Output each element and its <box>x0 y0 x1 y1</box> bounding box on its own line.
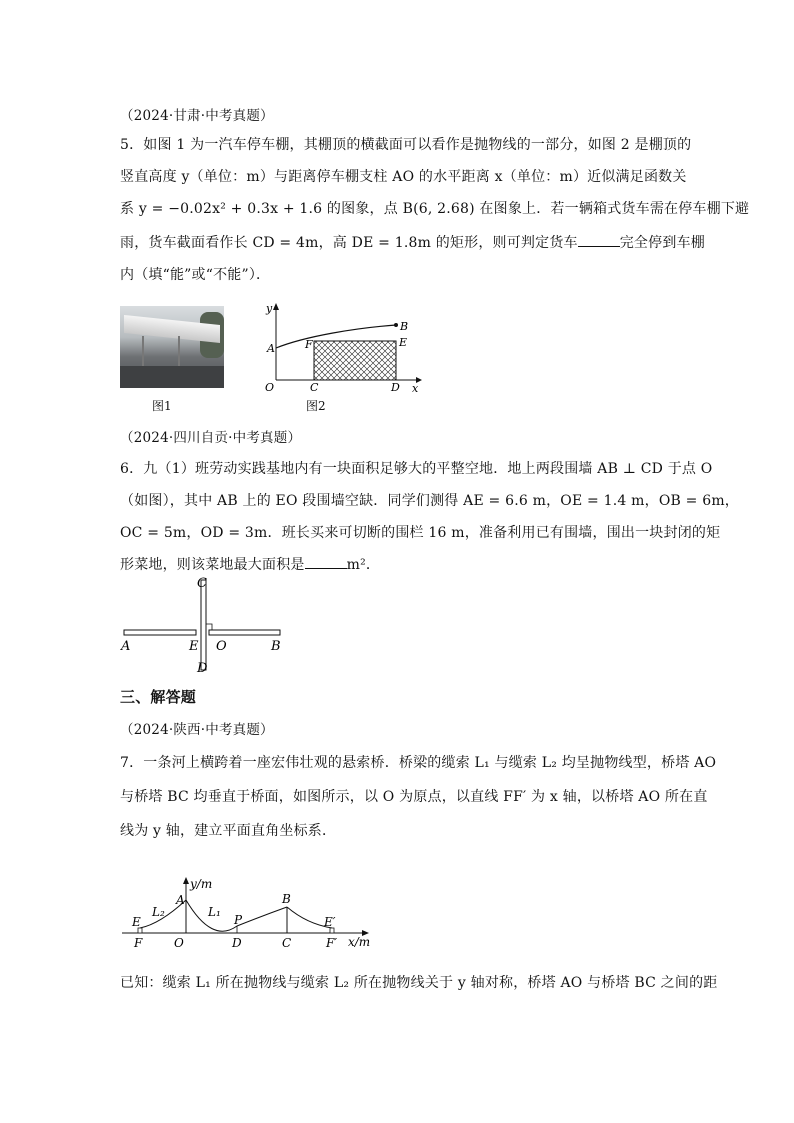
fig2-y-arrow <box>273 303 279 310</box>
photo-ground <box>120 366 224 388</box>
fig2-label-a: A <box>267 342 275 355</box>
q6-answer-blank[interactable] <box>305 555 347 569</box>
q7-label-l1: L₁ <box>208 905 221 919</box>
q6-label-e: E <box>189 639 199 654</box>
q6-text-line1: 6．九（1）班劳动实践基地内有一块面积足够大的平整空地．地上两段围墙 AB ⊥ CD 于点 O <box>120 461 713 477</box>
q7-label-a: A <box>176 893 185 907</box>
q7-label-p: P <box>234 913 243 927</box>
q5-source: （2024·甘肃·中考真题） <box>120 108 274 124</box>
q6-label-d: D <box>197 661 208 676</box>
fig2-caption: 图2 <box>306 399 326 413</box>
fig2-graph <box>256 300 426 392</box>
q6-text-line3: OC = 5m，OD = 3m．班长买来可切断的围栏 16 m，准备利用已有围墙，围出一块封闭的矩 <box>120 525 721 541</box>
wall-ae <box>124 630 196 635</box>
fig2-truck-rect <box>314 341 396 380</box>
q6-text-line2: （如图），其中 AB 上的 EO 段围墙空缺．同学们测得 AE = 6.6 m，OE = 1.4 m，OB = 6m， <box>120 493 739 509</box>
q7-label-l2: L₂ <box>152 905 165 919</box>
q6-label-b: B <box>271 639 281 654</box>
q6-source: （2024·四川自贡·中考真题） <box>120 430 302 446</box>
q6-label-o: O <box>216 639 227 654</box>
fig2-label-f: F <box>305 338 313 351</box>
q7-label-e-prime: E′ <box>324 915 336 929</box>
q7-label-y: y/m <box>190 877 213 891</box>
fig2-label-y: y <box>266 302 273 315</box>
q6-label-c: C <box>197 576 207 591</box>
q7-label-f: F <box>134 936 143 950</box>
q7-source: （2024·陕西·中考真题） <box>120 722 274 738</box>
fig2-label-e: E <box>399 336 408 349</box>
q7-label-d: D <box>232 936 242 950</box>
q7-text-line4: 已知：缆索 L₁ 所在抛物线与缆索 L₂ 所在抛物线关于 y 轴对称，桥塔 AO 与桥塔 BC 之间的距 <box>120 975 718 991</box>
fig2-label-d: D <box>391 381 400 392</box>
fig2-label-b: B <box>400 320 409 333</box>
fig1-caption: 图1 <box>152 399 172 413</box>
q5-answer-blank[interactable] <box>578 233 620 247</box>
q7-label-f-prime: F′ <box>326 936 338 950</box>
q7-label-b: B <box>282 892 291 906</box>
q7-y-arrow <box>183 877 189 884</box>
q6-wall-diagram <box>116 574 288 676</box>
q7-text-line2: 与桥塔 BC 均垂直于桥面，如图所示，以 O 为原点，以直线 FF′ 为 x 轴，以桥塔 AO 所在直 <box>120 789 708 805</box>
q6-text-line4-end: m²． <box>346 557 381 573</box>
q5-text-line4-start: 雨，货车截面看作长 CD = 4m，高 DE = 1.8m 的矩形，则可判定货车 <box>120 235 578 251</box>
q5-text-line4-end: 完全停到车棚 <box>619 235 705 251</box>
fig2-label-c: C <box>310 381 319 392</box>
q5-text-line2: 竖直高度 y（单位：m）与距离停车棚支柱 AO 的水平距离 x（单位：m）近似满足函数关 <box>120 169 687 185</box>
q5-text-line3: 系 y = −0.02x² + 0.3x + 1.6 的图象，点 B(6, 2.68) 在图象上．若一辆箱式货车需在停车棚下避 <box>120 201 750 217</box>
q7-label-o: O <box>174 936 184 950</box>
right-angle-mark <box>206 624 212 630</box>
wall-cd <box>201 580 206 670</box>
q6-text-line4 <box>120 554 680 574</box>
q7-text-line3: 线为 y 轴，建立平面直角坐标系． <box>120 823 337 839</box>
q5-text-line1: 5．如图 1 为一汽车停车棚，其棚顶的横截面可以看作是抛物线的一部分，如图 2 是棚顶的 <box>120 137 692 153</box>
q7-bridge-diagram <box>122 876 382 952</box>
carport-photo <box>120 306 224 388</box>
section-title: 三、解答题 <box>120 688 197 706</box>
q7-text-line1: 7．一条河上横跨着一座宏伟壮观的悬索桥．桥梁的缆索 L₁ 与缆索 L₂ 均呈抛物线型，桥塔 AO <box>120 755 717 771</box>
fig2-label-x: x <box>412 382 419 392</box>
q7-label-x: x/m <box>348 935 371 949</box>
fig2-point-b <box>394 323 398 327</box>
q5-text-line4 <box>120 232 705 252</box>
fig2-label-o: O <box>265 381 275 392</box>
q6-label-a: A <box>121 639 131 654</box>
q6-text-line4-start: 形菜地，则该菜地最大面积是 <box>120 557 305 573</box>
wall-ob <box>209 630 280 635</box>
q7-label-c: C <box>282 936 292 950</box>
q7-label-e: E <box>132 915 141 929</box>
q5-text-line5: 内（填“能”或“不能”）． <box>120 267 271 283</box>
